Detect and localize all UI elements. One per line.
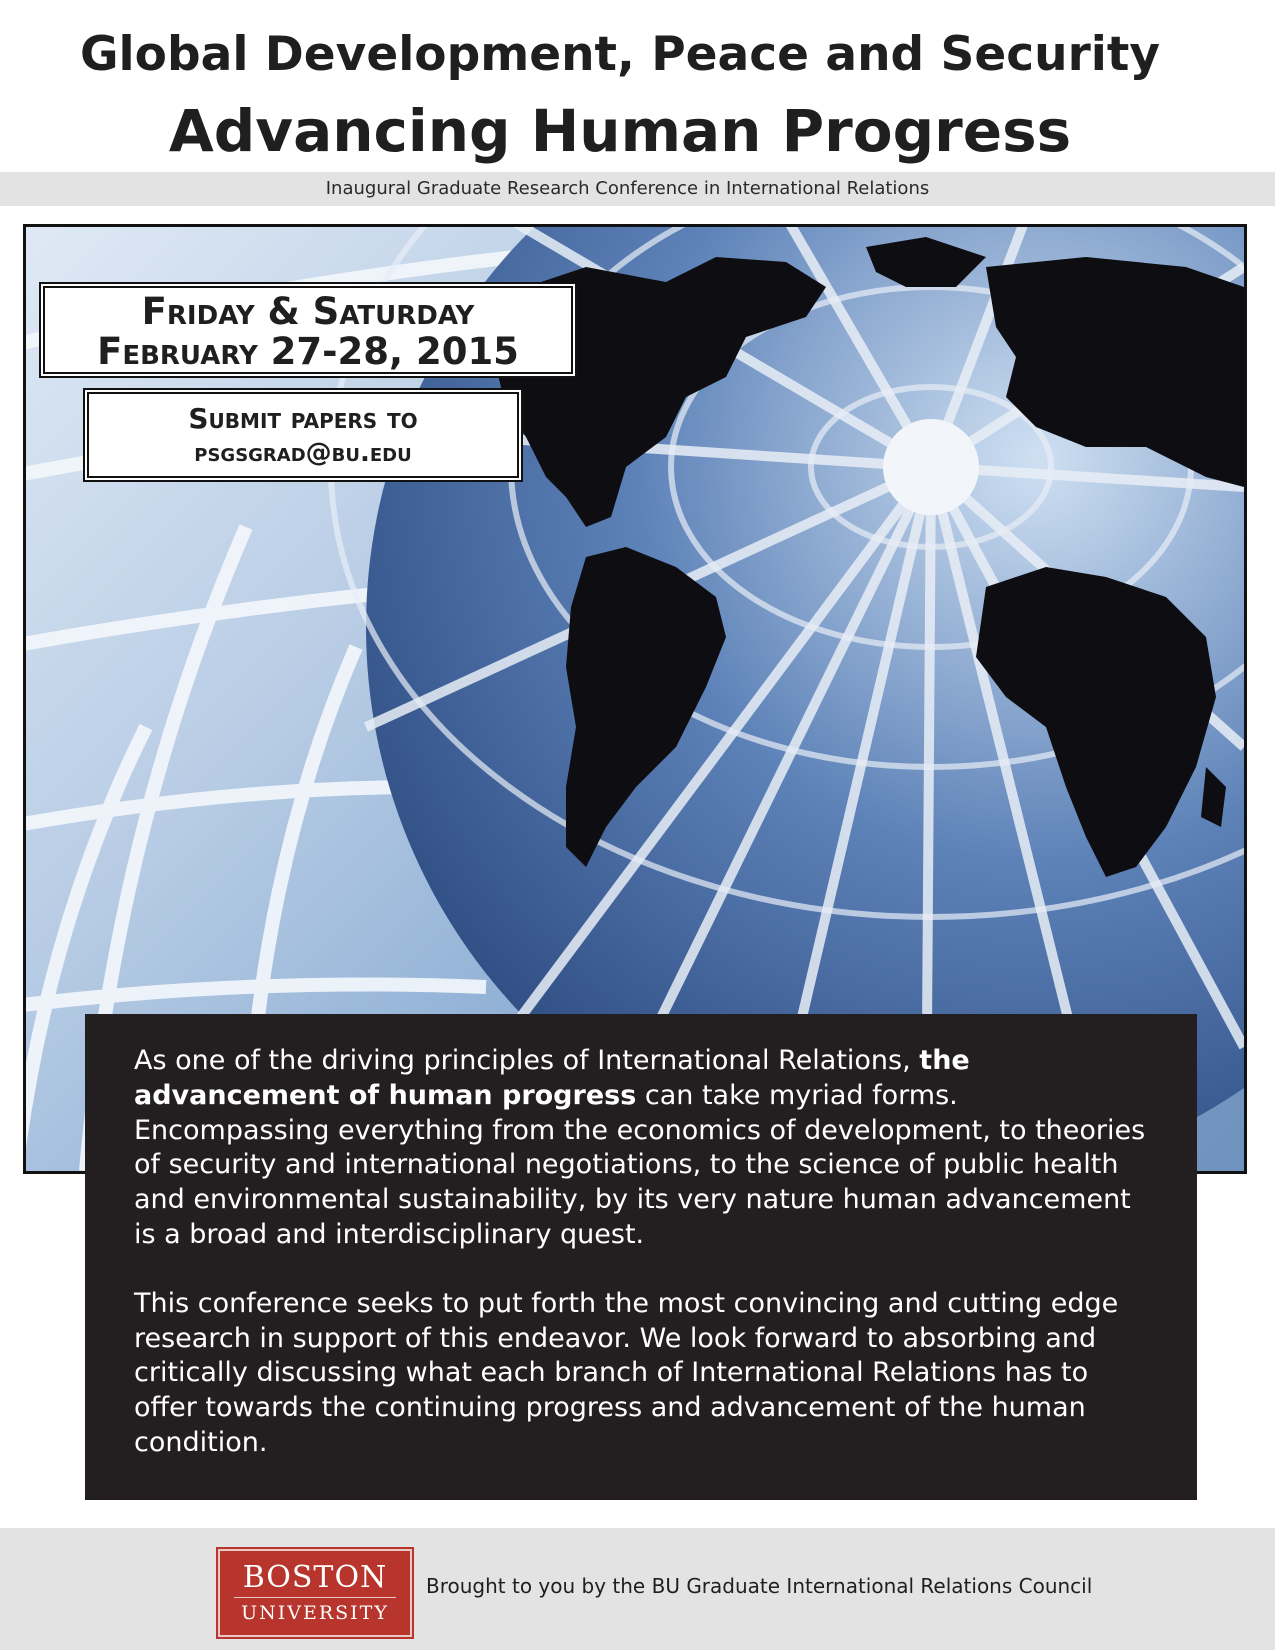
description-paragraph-2: This conference seeks to put forth the most convincing and cutting edge research in support of this endeavor. We look forward to absorbing and critically discussing what each branch of International Relations has to offer towards the continuing progress and advancement of the human condition. [134,1287,1119,1458]
p1-lead: As one of the driving principles of International Relations, [134,1045,920,1076]
subtitle: Inaugural Graduate Research Conference in International Relations [325,178,930,199]
logo-line-1: BOSTON [242,1560,388,1595]
event-date-box [43,286,573,374]
p1-rest: can take myriad forms. Encompassing everything from the economics of development, to theories of security and international negotiations, to the science of public health and environmental sustainability, by its very nature human advancement is a broad and interdisciplinary quest. [134,1079,1146,1250]
submit-email[interactable]: psgsgrad@bu.edu [194,438,412,468]
description-panel [85,1014,1197,1500]
title-line-2: Advancing Human Progress [168,97,1072,165]
logo-rule [234,1597,396,1598]
event-dates: February 27-28, 2015 [97,330,519,373]
subtitle-bar [0,172,1275,206]
title-line-1: Global Development, Peace and Security [79,27,1160,82]
submit-papers-box [87,392,519,478]
event-days: Friday & Saturday [141,290,475,333]
description-paragraph-1 [134,1044,1157,1253]
footer-credit: Brought to you by the BU Graduate International Relations Council [426,1574,1093,1598]
p1-emphasis: the advancement of human progress [134,1045,970,1111]
boston-university-logo [218,1549,412,1637]
submit-label: Submit papers to [188,402,418,435]
logo-line-2: UNIVERSITY [241,1602,389,1624]
